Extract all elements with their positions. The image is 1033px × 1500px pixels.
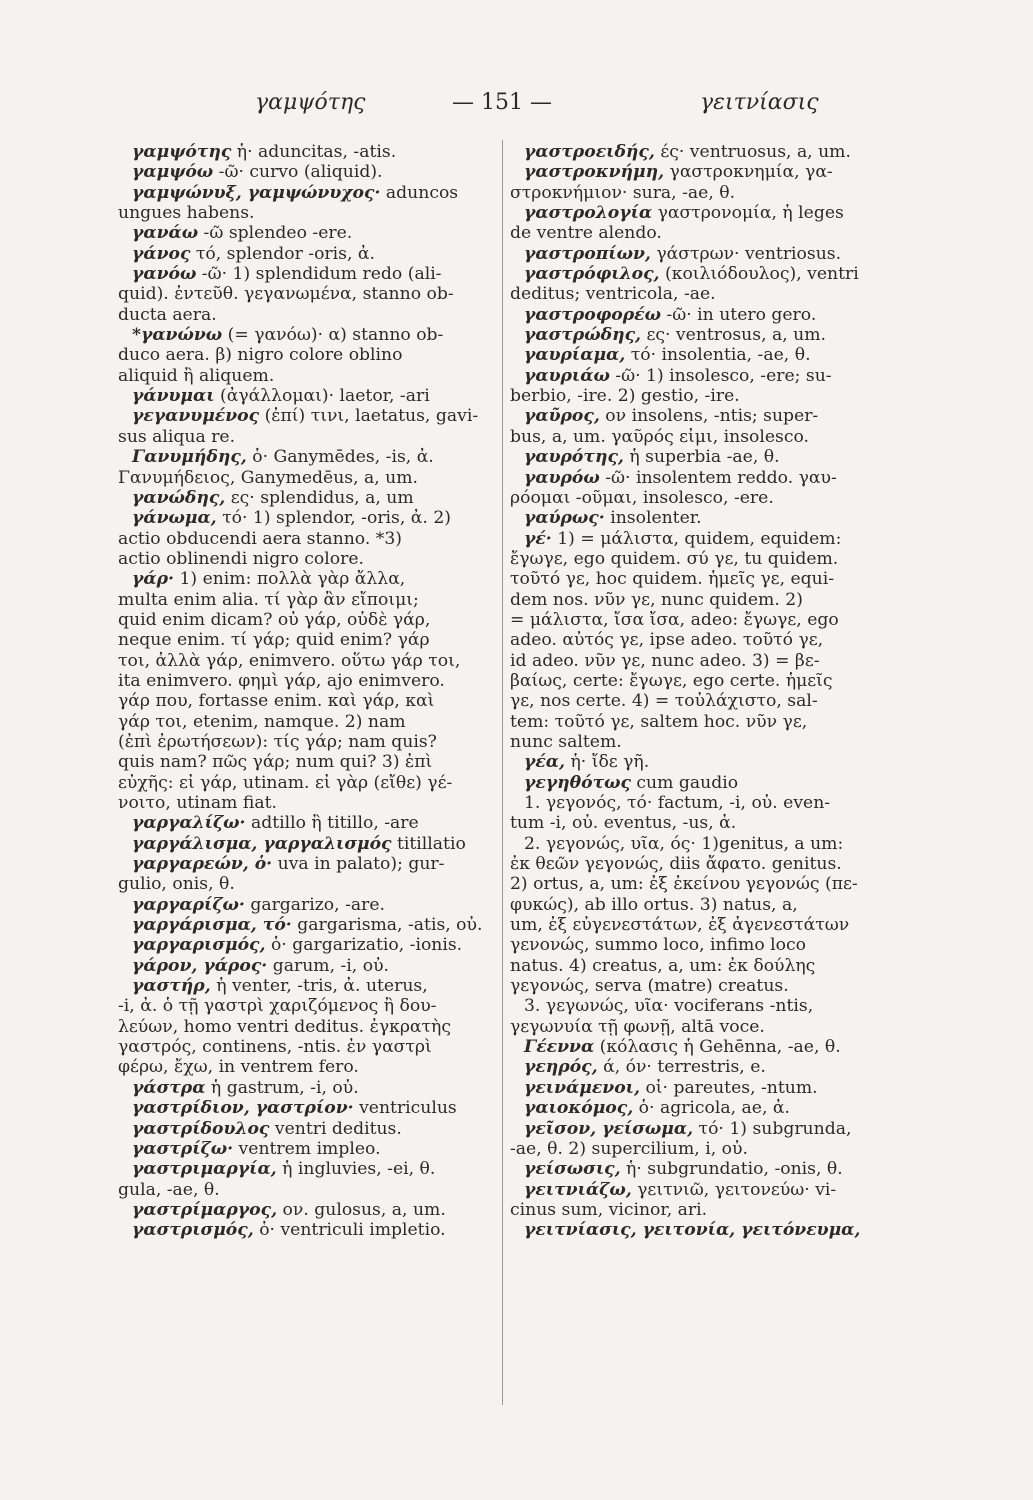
headword: γειτνίασις, γειτονία, γειτόνευμα, — [524, 1220, 861, 1241]
definition-text: 3. γεγωνώς, υῖα· vociferans -ntis, — [524, 996, 814, 1017]
definition-text: um, ἐξ εὐγενεστάτων, ἐξ ἀγενεστάτων — [510, 915, 850, 936]
headword: γεγηθότως — [524, 772, 631, 793]
headword: γαστρισμός, — [132, 1220, 254, 1241]
entry-line — [510, 691, 908, 711]
entry-line — [118, 142, 496, 162]
headword: γαστροκνήμη, — [524, 162, 665, 183]
entry-line — [510, 1200, 908, 1220]
entry-line — [510, 610, 908, 630]
entry-line — [118, 834, 496, 854]
entry-line — [510, 712, 908, 732]
headword: γαμψώνυξ, γαμψώνυχος· — [132, 182, 381, 203]
definition-text: adeo. αὐτός γε, ipse adeo. τοῦτό γε, — [510, 630, 824, 651]
definition-text: actio obducendi aera stanno. *3) — [118, 528, 403, 549]
entry-line — [118, 468, 496, 488]
definition-text: ventriculus — [353, 1098, 457, 1119]
entry-line — [510, 508, 908, 528]
header-right-word: γειτνίασις — [700, 90, 819, 115]
headword: γαμψότης — [132, 142, 232, 162]
entry-line — [510, 874, 908, 894]
definition-text: τό, splendor -oris, ἀ. — [190, 243, 375, 264]
definition-text: ὁ· Ganymēdes, -is, ἀ. — [246, 447, 434, 468]
definition-text: ά, όν· terrestris, e. — [597, 1057, 766, 1078]
definition-text: (ἐπὶ ἐρωτήσεων): τίς γάρ; nam quis? — [118, 731, 437, 752]
entry-line — [510, 935, 908, 955]
entry-line — [510, 996, 908, 1016]
definition-text: τό· 1) subgrunda, — [693, 1118, 852, 1139]
right-column — [510, 142, 908, 1241]
entry-line — [510, 183, 908, 203]
entry-line — [118, 874, 496, 894]
entry-line — [510, 1037, 908, 1057]
definition-text: -ῶ· insolentem reddo. γαυ- — [599, 467, 837, 488]
definition-text: 1) = μάλιστα, quidem, equidem: — [551, 528, 842, 549]
definition-text: neque enim. τί γάρ; quid enim? γάρ — [118, 630, 430, 651]
definition-text: τοι, ἀλλὰ γάρ, enimvero. οὕτω γάρ τοι, — [118, 650, 461, 671]
definition-text: (κοιλιόδουλος), ventri — [659, 264, 859, 285]
definition-text: deditus; ventricola, -ae. — [510, 284, 716, 305]
headword: γαργάλισμα, γαργαλισμός — [132, 833, 392, 854]
headword: γαστριμαργία, — [132, 1159, 277, 1180]
definition-text: γαστρός, continens, -ntis. ἐν γαστρὶ — [118, 1037, 432, 1058]
definition-text: sus aliqua re. — [118, 426, 236, 447]
headword: γαστρολογία — [524, 203, 653, 224]
definition-text: γεγωνυία τῇ φωνῇ, altā voce. — [510, 1016, 765, 1037]
entry-line — [118, 1078, 496, 1098]
headword: γαστρώδης, — [524, 325, 642, 346]
definition-text: bus, a, um. γαῦρός εἰμι, insolesco. — [510, 426, 809, 447]
definition-text: ἡ venter, -tris, ἀ. uterus, — [210, 976, 428, 997]
definition-text: ὁ· gargarizatio, -ionis. — [265, 935, 463, 956]
entry-line — [118, 1159, 496, 1179]
definition-text: ὁ· agricola, ae, ἀ. — [633, 1098, 790, 1119]
entry-line — [510, 427, 908, 447]
headword: γάρ· — [132, 569, 174, 590]
entry-line — [118, 610, 496, 630]
definition-text: στροκνήμιον· sura, -ae, θ. — [510, 182, 736, 203]
entry-line — [118, 325, 496, 345]
entry-line — [118, 305, 496, 325]
entry-line — [118, 935, 496, 955]
headword: γάρον, γάρος· — [132, 955, 268, 976]
entry-line — [118, 529, 496, 549]
definition-text: -ῶ· 1) splendidum redo (ali- — [196, 264, 442, 285]
entry-line — [510, 793, 908, 813]
entry-line — [510, 895, 908, 915]
headword: *γανώνω — [132, 325, 223, 346]
definition-text: βαίως, certe: ἔγωγε, ego certe. ἡμεῖς — [510, 670, 833, 691]
entry-line — [118, 203, 496, 223]
headword: γανόω — [132, 264, 197, 285]
entry-line — [510, 529, 908, 549]
definition-text: φυκώς), ab illo ortus. 3) natus, a, — [510, 894, 798, 915]
header-left-word: γαμψότης — [255, 90, 366, 115]
definition-text: (= γανόω)· α) stanno ob- — [222, 325, 444, 346]
definition-text: multa enim alia. τί γὰρ ἂν εἴποιμι; — [118, 589, 419, 610]
definition-text: cum gaudio — [630, 772, 739, 793]
definition-text: γαστροκνημία, γα- — [664, 162, 833, 183]
headword: γαστρίμαργος, — [132, 1199, 278, 1220]
entry-line — [510, 1119, 908, 1139]
headword: γανώδης, — [132, 487, 226, 508]
entry-line — [510, 223, 908, 243]
page-header — [0, 90, 1033, 130]
headword: γαργαρίζω· — [132, 894, 245, 915]
entry-line — [510, 1159, 908, 1179]
definition-text: aduncos — [380, 182, 459, 203]
definition-text: 2) ortus, a, um: ἐξ ἐκείνου γεγονώς (πε- — [510, 874, 858, 895]
definition-text: -ῶ· 1) insolesco, -ere; su- — [609, 365, 832, 386]
definition-text: γαστρονομία, ἡ leges — [652, 203, 844, 224]
definition-text: ἡ· aduncitas, -atis. — [231, 142, 397, 162]
entry-line — [510, 386, 908, 406]
entry-line — [118, 264, 496, 284]
entry-line — [118, 1119, 496, 1139]
entry-line — [510, 651, 908, 671]
entry-line — [510, 549, 908, 569]
headword: γαστρόφιλος, — [524, 264, 660, 285]
entry-line — [510, 345, 908, 365]
entry-line — [510, 752, 908, 772]
definition-text: (κόλασις ἡ Gehēnna, -ae, θ. — [594, 1037, 841, 1058]
definition-text: -ae, θ. 2) supercilium, i, οὐ. — [510, 1138, 748, 1159]
definition-text: γε, nos certe. 4) = τοὐλάχιστο, sal- — [510, 691, 818, 712]
headword: Γανυμήδης, — [132, 447, 247, 468]
definition-text: γάρ που, fortasse enim. καὶ γάρ, καὶ — [118, 691, 435, 712]
entry-line — [118, 996, 496, 1016]
headword: γαστρίδουλος — [132, 1118, 270, 1139]
entry-line — [118, 1180, 496, 1200]
headword: γάνυμαι — [132, 386, 215, 407]
headword: γαργάρισμα, τό· — [132, 915, 292, 936]
entry-line — [510, 732, 908, 752]
page-number: — 151 — — [452, 90, 552, 115]
definition-text: quid). ἐντεῦθ. γεγανωμένα, stanno ob- — [118, 284, 454, 305]
entry-line — [510, 244, 908, 264]
definition-text: -ῶ splendeo -ere. — [198, 223, 353, 244]
definition-text: adtillo ἢ titillo, -are — [245, 813, 419, 834]
entry-line — [118, 1139, 496, 1159]
definition-text: τό· 1) splendor, -oris, ἀ. 2) — [216, 508, 451, 529]
entry-line — [510, 1220, 908, 1240]
entry-line — [510, 366, 908, 386]
headword: γαμψόω — [132, 162, 214, 183]
definition-text: τό· insolentia, -ae, θ. — [625, 345, 811, 366]
headword: γαργαλίζω· — [132, 813, 246, 834]
definition-text: actio oblinendi nigro colore. — [118, 548, 364, 569]
headword: γανάω — [132, 223, 199, 244]
definition-text: ἡ ingluvies, -ei, θ. — [276, 1159, 436, 1180]
entry-line — [118, 630, 496, 650]
definition-text: ἔγωγε, ego quidem. σύ γε, tu quidem. — [510, 548, 839, 569]
definition-text: γάστρων· ventriosus. — [650, 243, 842, 264]
entry-line — [118, 691, 496, 711]
entry-line — [118, 915, 496, 935]
headword: γαστρίζω· — [132, 1138, 234, 1159]
headword: γαστρίδιον, γαστρίον· — [132, 1098, 354, 1119]
definition-text: gula, -ae, θ. — [118, 1179, 220, 1200]
definition-text: = μάλιστα, ἴσα ἴσα, adeo: ἔγωγε, ego — [510, 609, 839, 630]
definition-text: dem nos. νῦν γε, nunc quidem. 2) — [510, 589, 803, 610]
definition-text: ον insolens, -ntis; super- — [599, 406, 819, 427]
entry-line — [118, 732, 496, 752]
definition-text: id adeo. νῦν γε, nunc adeo. 3) = βε- — [510, 650, 820, 671]
headword: γαυρότης, — [524, 447, 624, 468]
definition-text: ventri deditus. — [269, 1118, 402, 1139]
headword: γέ· — [524, 528, 552, 549]
entry-line — [510, 1078, 908, 1098]
entry-line — [118, 752, 496, 772]
entry-line — [510, 1180, 908, 1200]
headword: γαυριάω — [524, 365, 610, 386]
headword: γεινάμενοι, — [524, 1077, 640, 1098]
headword: γαιοκόμος, — [524, 1098, 634, 1119]
entry-line — [118, 223, 496, 243]
definition-text: aliquid ἢ aliquem. — [118, 365, 275, 386]
definition-text: tem: τοῦτό γε, saltem hoc. νῦν γε, — [510, 711, 808, 732]
entry-line — [510, 773, 908, 793]
definition-text: (ἀγάλλομαι)· laetor, -ari — [214, 386, 430, 407]
entry-line — [118, 1037, 496, 1057]
definition-text: -ῶ· curvo (aliquid). — [213, 162, 383, 183]
entry-line — [510, 834, 908, 854]
headword: γάνωμα, — [132, 508, 217, 529]
entry-line — [510, 1139, 908, 1159]
definition-text: cinus sum, vicinor, ari. — [510, 1199, 708, 1220]
headword: Γέεννα — [524, 1037, 595, 1058]
definition-text: τοῦτό γε, hoc quidem. ἡμεῖς γε, equi- — [510, 569, 835, 590]
definition-text: νοιτο, utinam fiat. — [118, 793, 277, 813]
entry-line — [118, 183, 496, 203]
entry-line — [510, 305, 908, 325]
definition-text: γειτνιῶ, γειτονεύω· vi- — [631, 1179, 837, 1200]
definition-text: ἐκ θεῶν γεγονώς, diis ἄφατο. genitus. — [510, 854, 842, 875]
headword: γείσωσις, — [524, 1159, 621, 1180]
entry-line — [510, 1098, 908, 1118]
definition-text: quid enim dicam? οὐ γάρ, οὐδὲ γάρ, — [118, 609, 431, 630]
entry-line — [118, 976, 496, 996]
headword: γειτνιάζω, — [524, 1179, 632, 1200]
headword: γαυρίαμα, — [524, 345, 626, 366]
column-divider — [502, 140, 503, 1405]
headword: γαργαρισμός, — [132, 935, 266, 956]
definition-text: γεγονώς, serva (matre) creatus. — [510, 976, 789, 997]
definition-text: gargarisma, -atis, οὐ. — [291, 915, 483, 936]
entry-line — [118, 712, 496, 732]
headword: γαυρόω — [524, 467, 600, 488]
entry-line — [510, 284, 908, 304]
definition-text: ὁ· ventriculi impletio. — [253, 1220, 446, 1241]
entry-line — [118, 366, 496, 386]
entry-line — [510, 630, 908, 650]
entry-line — [118, 793, 496, 813]
definition-text: Γανυμήδειος, Ganymedēus, a, um. — [118, 467, 419, 488]
headword: γαῦρος, — [524, 406, 600, 427]
definition-text: γάρ τοι, etenim, namque. 2) nam — [118, 711, 406, 732]
entry-line — [118, 345, 496, 365]
entry-line — [118, 447, 496, 467]
entry-line — [118, 1057, 496, 1077]
definition-text: ducta aera. — [118, 304, 217, 325]
entry-line — [118, 162, 496, 182]
definition-text: φέρω, ἔχω, in ventrem fero. — [118, 1057, 359, 1078]
entry-line — [510, 956, 908, 976]
left-column — [118, 142, 496, 1241]
definition-text: ἡ· subgrundatio, -onis, θ. — [620, 1159, 843, 1180]
headword: γαστροπίων, — [524, 243, 651, 264]
entry-line — [510, 1017, 908, 1037]
headword: γεῖσον, γείσωμα, — [524, 1118, 694, 1139]
entry-line — [118, 427, 496, 447]
headword: γέα, — [524, 752, 566, 773]
definition-text: ungues habens. — [118, 203, 255, 224]
definition-text: 1) enim: πολλὰ γὰρ ἄλλα, — [174, 569, 406, 590]
entry-line — [118, 854, 496, 874]
entry-line — [510, 488, 908, 508]
entry-line — [118, 671, 496, 691]
entry-line — [510, 325, 908, 345]
entry-line — [118, 956, 496, 976]
definition-text: (ἐπί) τινι, laetatus, gavi- — [259, 406, 479, 427]
definition-text: ες· splendidus, a, um — [225, 487, 414, 508]
definition-text: natus. 4) creatus, a, um: ἐκ δούλης — [510, 955, 816, 976]
entry-line — [510, 468, 908, 488]
headword: γαστροφορέω — [524, 304, 661, 325]
headword: γεγανυμένος — [132, 406, 260, 427]
entry-line — [118, 773, 496, 793]
definition-text: ita enimvero. φημὶ γάρ, ajo enimvero. — [118, 670, 445, 691]
headword: γαστροειδής, — [524, 142, 655, 162]
entry-line — [118, 1098, 496, 1118]
definition-text: titillatio — [391, 833, 466, 854]
entry-line — [510, 976, 908, 996]
entry-line — [118, 508, 496, 528]
definition-text: οἱ· pareutes, -ntum. — [639, 1077, 818, 1098]
entry-line — [118, 569, 496, 589]
definition-text: duco aera. β) nigro colore oblino — [118, 345, 403, 366]
definition-text: εὐχῆς: εἰ γάρ, utinam. εἰ γὰρ (εἴθε) γέ- — [118, 772, 453, 793]
entry-line — [510, 813, 908, 833]
definition-text: ές· ventruosus, a, um. — [654, 142, 851, 162]
entry-line — [510, 1057, 908, 1077]
headword: γαργαρεών, ὁ· — [132, 854, 273, 875]
entry-line — [510, 915, 908, 935]
definition-text: de ventre alendo. — [510, 223, 662, 244]
definition-text: gargarizo, -are. — [244, 894, 385, 915]
definition-text: berbio, -ire. 2) gestio, -ire. — [510, 386, 740, 407]
entry-line — [510, 569, 908, 589]
entry-line — [118, 488, 496, 508]
definition-text: ες· ventrosus, a, um. — [641, 325, 826, 346]
definition-text: ventrem impleo. — [233, 1138, 381, 1159]
entry-line — [118, 1017, 496, 1037]
entry-line — [118, 406, 496, 426]
definition-text: nunc saltem. — [510, 731, 622, 752]
definition-text: uva in palato); gur- — [272, 854, 445, 875]
entry-line — [118, 386, 496, 406]
entry-line — [510, 406, 908, 426]
entry-line — [118, 651, 496, 671]
definition-text: garum, -i, οὐ. — [267, 955, 389, 976]
definition-text: quis nam? πῶς γάρ; num qui? 3) ἐπὶ — [118, 752, 433, 773]
definition-text: ἡ· ἴδε γῆ. — [565, 752, 650, 773]
entry-line — [510, 854, 908, 874]
entry-line — [118, 895, 496, 915]
entry-line — [118, 284, 496, 304]
headword: γεηρός, — [524, 1057, 598, 1078]
entry-line — [118, 1200, 496, 1220]
entry-line — [118, 1220, 496, 1240]
headword: γάστρα — [132, 1077, 206, 1098]
definition-text: ἡ gastrum, -i, οὐ. — [205, 1077, 359, 1098]
entry-line — [510, 447, 908, 467]
entry-line — [510, 671, 908, 691]
entry-line — [118, 244, 496, 264]
entry-line — [510, 590, 908, 610]
entry-line — [118, 590, 496, 610]
entry-line — [118, 549, 496, 569]
headword: γαστήρ, — [132, 976, 211, 997]
definition-text: -ῶ· in utero gero. — [660, 304, 817, 325]
definition-text: insolenter. — [604, 508, 702, 529]
definition-text: ον. gulosus, a, um. — [277, 1199, 446, 1220]
headword: γαύρως· — [524, 508, 605, 529]
definition-text: λεύων, homo ventri deditus. ἐγκρατὴς — [118, 1016, 451, 1037]
definition-text: 1. γεγονός, τό· factum, -i, οὐ. even- — [524, 793, 831, 813]
definition-text: ἡ superbia -ae, θ. — [623, 447, 780, 468]
definition-text: γενονώς, summo loco, infimo loco — [510, 935, 806, 956]
entry-line — [510, 264, 908, 284]
entry-line — [510, 162, 908, 182]
definition-text: 2. γεγονώς, υῖα, ός· 1)genitus, a um: — [524, 833, 844, 854]
entry-line — [510, 203, 908, 223]
entry-line — [118, 813, 496, 833]
definition-text: tum -i, οὐ. eventus, -us, ἀ. — [510, 813, 737, 834]
headword: γάνος — [132, 243, 191, 264]
entry-line — [510, 142, 908, 162]
definition-text: gulio, onis, θ. — [118, 874, 235, 895]
definition-text: ρόομαι -οῦμαι, insolesco, -ere. — [510, 487, 774, 508]
definition-text: -i, ἀ. ὁ τῇ γαστρὶ χαριζόμενος ἢ δου- — [118, 996, 437, 1017]
